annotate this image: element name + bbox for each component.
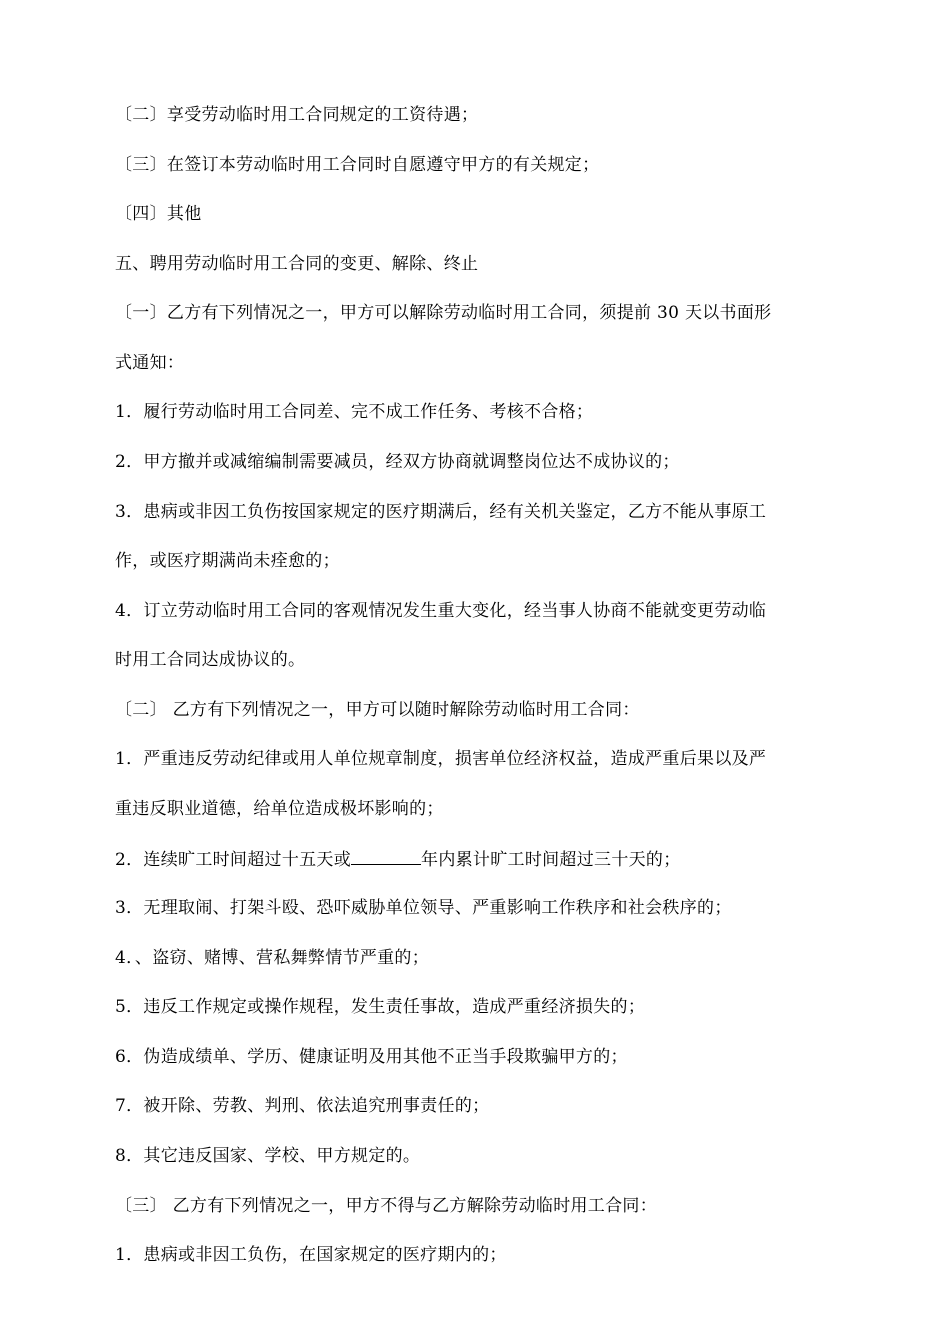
item-2-downsizing: 2．甲方撤并或减缩编制需要减员，经双方协商就调整岗位达不成协议的； bbox=[115, 452, 680, 472]
item-5-violation: 5．违反工作规定或操作规程，发生责任事故，造成严重经济损失的； bbox=[115, 997, 646, 1017]
clause-4-other: 〔四〕其他 bbox=[115, 204, 202, 224]
clause-2-wage-treatment: 〔二〕享受劳动临时用工合同规定的工资待遇； bbox=[115, 105, 479, 125]
clause-1-intro-line1: 〔一〕乙方有下列情况之一，甲方可以解除劳动临时用工合同，须提前 30 天以书面形 bbox=[115, 303, 772, 323]
clause-3-comply-rules: 〔三〕在签订本劳动临时用工合同时自愿遵守甲方的有关规定； bbox=[115, 155, 600, 175]
fill-in-blank bbox=[351, 848, 421, 865]
item-1-performance: 1．履行劳动临时用工合同差、完不成工作任务、考核不合格； bbox=[115, 402, 594, 422]
item-6-forgery: 6．伪造成绩单、学历、健康证明及用其他不正当手段欺骗甲方的； bbox=[115, 1047, 628, 1067]
item-4-circumstances-line1: 4．订立劳动临时用工合同的客观情况发生重大变化，经当事人协商不能就变更劳动临 bbox=[115, 601, 767, 621]
item-1-discipline-line1: 1．严重违反劳动纪律或用人单位规章制度，损害单位经济权益，造成严重后果以及严 bbox=[115, 749, 767, 769]
item-1-medical-period: 1．患病或非因工负伤，在国家规定的医疗期内的； bbox=[115, 1245, 507, 1265]
item-3-illness-line2: 作，或医疗期满尚未痊愈的； bbox=[115, 551, 340, 571]
item-4-circumstances-line2: 时用工合同达成协议的。 bbox=[115, 650, 306, 670]
section-5-heading: 五、聘用劳动临时用工合同的变更、解除、终止 bbox=[115, 254, 479, 274]
item-8-other-violations: 8．其它违反国家、学校、甲方规定的。 bbox=[115, 1146, 421, 1166]
clause-1-intro-line2: 式通知： bbox=[115, 353, 185, 373]
item-1-discipline-line2: 重违反职业道德，给单位造成极坏影响的； bbox=[115, 799, 444, 819]
item-2-absenteeism-part1: 2．连续旷工时间超过十五天或 bbox=[115, 850, 352, 870]
item-3-illness-line1: 3．患病或非因工负伤按国家规定的医疗期满后，经有关机关鉴定，乙方不能从事原工 bbox=[115, 502, 767, 522]
item-2-absenteeism bbox=[115, 848, 681, 871]
clause-2-immediate-termination: 〔二〕 乙方有下列情况之一，甲方可以随时解除劳动临时用工合同： bbox=[115, 700, 640, 720]
clause-3-no-termination: 〔三〕 乙方有下列情况之一，甲方不得与乙方解除劳动临时用工合同： bbox=[115, 1196, 658, 1216]
item-2-absenteeism-part2: 年内累计旷工时间超过三十天的； bbox=[421, 850, 681, 870]
item-7-criminal: 7．被开除、劳教、判刑、依法追究刑事责任的； bbox=[115, 1096, 490, 1116]
item-3-disorder: 3．无理取闹、打架斗殴、恐吓威胁单位领导、严重影响工作秩序和社会秩序的； bbox=[115, 898, 732, 918]
item-4-theft: 4．、盗窃、赌博、营私舞弊情节严重的； bbox=[115, 948, 430, 968]
